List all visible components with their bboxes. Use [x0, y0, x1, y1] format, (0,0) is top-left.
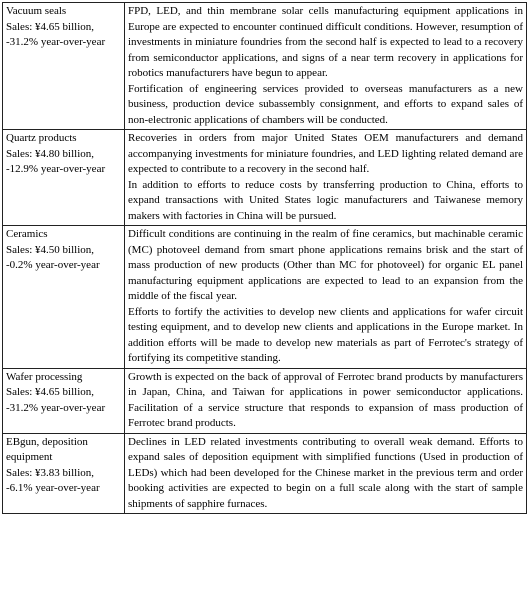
segment-cell — [3, 433, 125, 514]
table-row — [3, 130, 527, 226]
segment-sales: Sales: ¥4.80 billion, -12.9% year-over-year — [6, 147, 106, 175]
segment-cell — [3, 226, 125, 369]
segment-sales: Sales: ¥4.50 billion, -0.2% year-over-year — [6, 243, 100, 271]
segment-outlook-table — [2, 2, 527, 514]
segment-name: EBgun, deposition equipment — [6, 435, 88, 463]
outlook-paragraph: Efforts to fortify the activities to develop new clients and applications for wafer circuit testing equipment, and to develop new clients and applications in the Europe market. In addition efforts will be made to develop new materials as part of Ferrotec's strategy of fortifying its competitive standing. — [128, 305, 523, 364]
segment-name: Wafer processing — [6, 370, 83, 383]
segment-name: Vacuum seals — [6, 5, 67, 17]
segment-cell — [3, 368, 125, 433]
segment-sales: Sales: ¥3.83 billion, -6.1% year-over-year — [6, 466, 100, 494]
table-row — [3, 433, 527, 514]
outlook-paragraph: Fortification of engineering services provided to overseas manufacturers as a new business, production device subassembly consignment, and efforts to expand sales of non-electronic applications of chambers will be conducted. — [128, 82, 523, 126]
outlook-cell — [125, 130, 527, 226]
table-row — [3, 368, 527, 433]
segment-sales: Sales: ¥4.65 billion, -31.2% year-over-year — [6, 386, 106, 414]
outlook-cell — [125, 368, 527, 433]
table-row — [3, 226, 527, 369]
outlook-paragraph: Growth is expected on the back of approval of Ferrotec brand products by manufacturers in Japan, China, and Taiwan for applications in power semiconductor applications. Facilitation of a service structure that responds to expansion of mass production of Ferrotec brand products. — [128, 370, 523, 429]
segment-sales: Sales: ¥4.65 billion, -31.2% year-over-year — [6, 20, 106, 48]
outlook-cell — [125, 226, 527, 369]
outlook-paragraph: Difficult conditions are continuing in the realm of fine ceramics, but machinable ceramic (MC) photoveel demand from smart phone applications remains brisk and the start of mass production of new products (Other than MC for photoveel) for organic EL panel manufacturing equipment applications are expected to lead to an expansion from the middle of the fiscal year. — [128, 228, 523, 302]
outlook-cell — [125, 3, 527, 130]
outlook-paragraph: In addition to efforts to reduce costs by transferring production to China, efforts to expand transactions with United States logic manufacturers and Taiwanese memory makers with factories in China will be pursued. — [128, 178, 523, 222]
segment-cell — [3, 3, 125, 130]
outlook-paragraph: FPD, LED, and thin membrane solar cells manufacturing equipment applications in Europe are expected to encounter continued difficult conditions. However, resumption of investments in miniature foundries from the second half is expected to lead to a recovery from semiconductor applications, and signs of a near term recovery in applications for robotics manufacturers have begun to appear. — [128, 5, 523, 79]
segment-name: Quartz products — [6, 132, 77, 144]
outlook-paragraph: Declines in LED related investments contributing to overall weak demand. Efforts to expand sales of deposition equipment with simplified functions (Used in production of LEDs) which had been developed for the Chinese market in the previous term and order booking activities are expected to begin on a full scale along with the start of sample shipments of sapphire furnaces. — [128, 435, 523, 510]
segment-name: Ceramics — [6, 228, 48, 240]
table-row — [3, 3, 527, 130]
outlook-cell — [125, 433, 527, 514]
outlook-paragraph: Recoveries in orders from major United States OEM manufacturers and demand accompanying investments for miniature foundries, and LED lighting related demand are expected to contribute to a recovery in the second half. — [128, 132, 523, 175]
segment-cell — [3, 130, 125, 226]
